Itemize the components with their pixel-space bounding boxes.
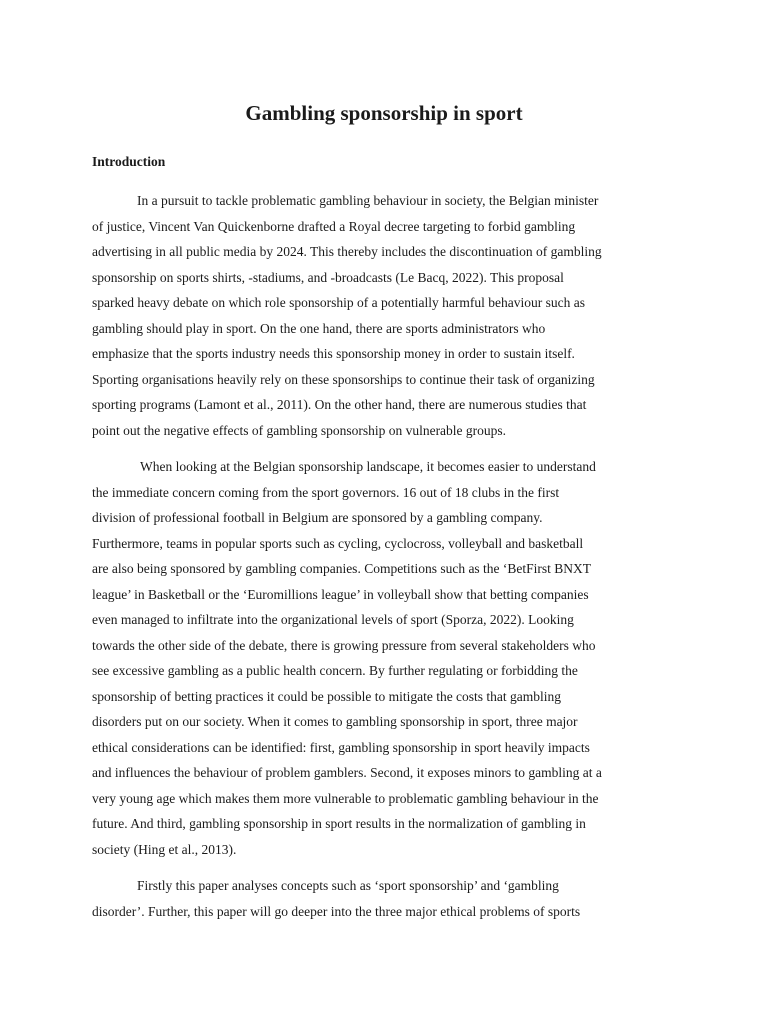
paragraph-line: emphasize that the sports industry needs this sponsorship money in order to sustain itself. (92, 346, 575, 361)
paragraph-line: sparked heavy debate on which role sponsorship of a potentially harmful behaviour such as (92, 295, 585, 310)
paragraph-line: sponsorship on sports shirts, -stadiums, and -broadcasts (Le Bacq, 2022). This proposal (92, 269, 564, 285)
paragraph-line: sponsorship of betting practices it could be possible to mitigate the costs that gambling (92, 688, 562, 704)
paragraph-3 (92, 873, 682, 924)
paragraph-line: Firstly this paper analyses concepts such as ‘sport sponsorship’ and ‘gambling (137, 878, 559, 893)
paragraph-line: gambling should play in sport. On the one hand, there are sports administrators who (92, 320, 546, 336)
paragraph-line: very young age which makes them more vulnerable to problematic gambling behaviour in the (92, 790, 599, 806)
paragraph-line: the immediate concern coming from the sport governors. 16 out of 18 clubs in the first (92, 484, 560, 500)
paragraph-line: future. And third, gambling sponsorship in sport results in the normalization of gambling in (92, 816, 586, 831)
paragraph-line: Sporting organisations heavily rely on these sponsorships to continue their task of organizing (92, 371, 595, 387)
section-heading: Introduction (92, 154, 166, 169)
paragraph-line: towards the other side of the debate, there is growing pressure from several stakeholders who (92, 637, 596, 653)
paragraph-line: league’ in Basketball or the ‘Euromillions league’ in volleyball show that betting companies (92, 586, 589, 602)
paragraph-line: even managed to infiltrate into the organizational levels of sport (Sporza, 2022). Looking (92, 612, 574, 627)
paragraph-line: are also being sponsored by gambling companies. Competitions such as the ‘BetFirst BNXT (92, 561, 592, 576)
paragraph-line: In a pursuit to tackle problematic gambling behaviour in society, the Belgian minister (137, 193, 599, 208)
paragraph-line: When looking at the Belgian sponsorship landscape, it becomes easier to understand (140, 459, 596, 474)
paragraph-line: ethical considerations can be identified: first, gambling sponsorship in sport heavily impacts (92, 739, 590, 755)
paragraph-line: Furthermore, teams in popular sports such as cycling, cyclocross, volleyball and basketball (92, 535, 584, 551)
paragraph-line: society (Hing et al., 2013). (92, 841, 237, 857)
paragraph-line: disorder’. Further, this paper will go deeper into the three major ethical problems of sports (92, 903, 581, 919)
document-title: Gambling sponsorship in sport (245, 101, 523, 125)
paragraph-line: and influences the behaviour of problem gamblers. Second, it exposes minors to gambling at a (92, 765, 602, 780)
paragraph-1 (92, 188, 682, 443)
paragraph-line: division of professional football in Belgium are sponsored by a gambling company. (92, 510, 543, 525)
paragraph-line: advertising in all public media by 2024. This thereby includes the discontinuation of gambling (92, 244, 602, 259)
paragraph-line: see excessive gambling as a public health concern. By further regulating or forbidding the (92, 663, 578, 678)
paragraph-line: of justice, Vincent Van Quickenborne drafted a Royal decree targeting to forbid gambling (92, 218, 576, 234)
paragraph-2 (92, 454, 682, 862)
paragraph-line: sporting programs (Lamont et al., 2011). On the other hand, there are numerous studies that (92, 397, 587, 412)
paragraph-line: point out the negative effects of gambling sponsorship on vulnerable groups. (92, 422, 507, 438)
paragraph-line: disorders put on our society. When it comes to gambling sponsorship in sport, three major (92, 714, 578, 729)
